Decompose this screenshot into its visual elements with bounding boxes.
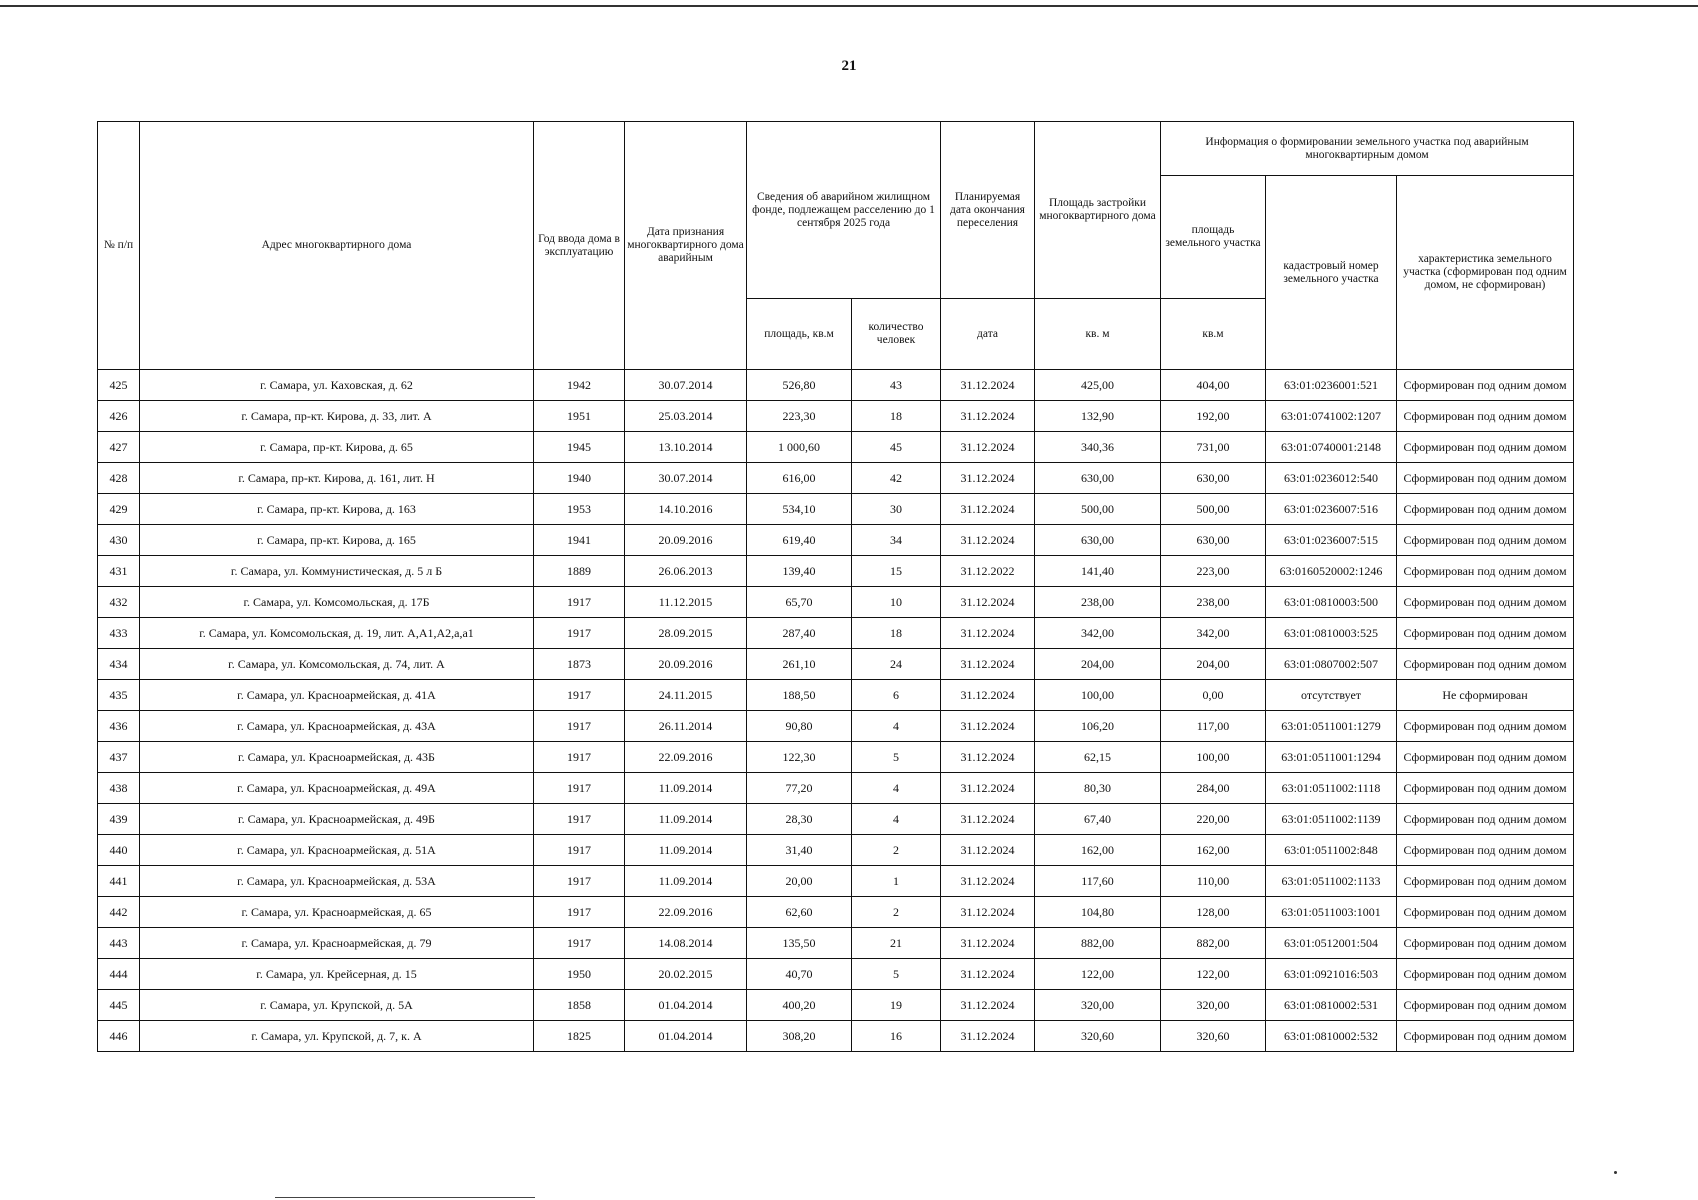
recognition-date-cell: 30.07.2014 — [625, 463, 747, 494]
people-count-cell: 10 — [852, 587, 941, 618]
land-status-cell: Сформирован под одним домом — [1397, 587, 1574, 618]
land-area-cell: 882,00 — [1161, 928, 1266, 959]
people-count-cell: 34 — [852, 525, 941, 556]
cadastral-number-cell: 63:01:0810003:525 — [1266, 618, 1397, 649]
year-cell: 1940 — [534, 463, 625, 494]
row-number-cell: 430 — [98, 525, 140, 556]
recognition-date-cell: 24.11.2015 — [625, 680, 747, 711]
header-land-area-unit: кв.м — [1161, 299, 1266, 370]
fund-area-cell: 122,30 — [747, 742, 852, 773]
cadastral-number-cell: 63:01:0807002:507 — [1266, 649, 1397, 680]
row-number-cell: 431 — [98, 556, 140, 587]
build-area-cell: 340,36 — [1035, 432, 1161, 463]
planned-date-cell: 31.12.2024 — [941, 370, 1035, 401]
build-area-cell: 342,00 — [1035, 618, 1161, 649]
table-row — [98, 401, 1574, 432]
people-count-cell: 6 — [852, 680, 941, 711]
cadastral-number-cell: 63:01:0810002:532 — [1266, 1021, 1397, 1052]
fund-area-cell: 308,20 — [747, 1021, 852, 1052]
year-cell: 1873 — [534, 649, 625, 680]
address-cell: г. Самара, ул. Крейсерная, д. 15 — [140, 959, 534, 990]
land-status-cell: Сформирован под одним домом — [1397, 649, 1574, 680]
build-area-cell: 630,00 — [1035, 463, 1161, 494]
row-number-cell: 433 — [98, 618, 140, 649]
header-cadastral: кадастровый номер земельного участка — [1266, 176, 1397, 370]
planned-date-cell: 31.12.2024 — [941, 928, 1035, 959]
table-row — [98, 804, 1574, 835]
land-area-cell: 630,00 — [1161, 525, 1266, 556]
land-status-cell: Сформирован под одним домом — [1397, 928, 1574, 959]
cadastral-number-cell: 63:01:0511003:1001 — [1266, 897, 1397, 928]
scan-border-line — [0, 5, 1698, 7]
row-number-cell: 432 — [98, 587, 140, 618]
planned-date-cell: 31.12.2024 — [941, 959, 1035, 990]
header-planned-date: Планируемая дата окончания переселения — [941, 122, 1035, 299]
cadastral-number-cell: 63:01:0511001:1279 — [1266, 711, 1397, 742]
build-area-cell: 204,00 — [1035, 649, 1161, 680]
recognition-date-cell: 14.10.2016 — [625, 494, 747, 525]
people-count-cell: 16 — [852, 1021, 941, 1052]
build-area-cell: 141,40 — [1035, 556, 1161, 587]
cadastral-number-cell: 63:01:0511002:1139 — [1266, 804, 1397, 835]
table-row — [98, 370, 1574, 401]
planned-date-cell: 31.12.2024 — [941, 680, 1035, 711]
land-status-cell: Сформирован под одним домом — [1397, 959, 1574, 990]
address-cell: г. Самара, ул. Красноармейская, д. 53А — [140, 866, 534, 897]
planned-date-cell: 31.12.2024 — [941, 773, 1035, 804]
build-area-cell: 106,20 — [1035, 711, 1161, 742]
cadastral-number-cell: 63:01:0810002:531 — [1266, 990, 1397, 1021]
people-count-cell: 2 — [852, 835, 941, 866]
recognition-date-cell: 01.04.2014 — [625, 990, 747, 1021]
land-area-cell: 238,00 — [1161, 587, 1266, 618]
fund-area-cell: 400,20 — [747, 990, 852, 1021]
address-cell: г. Самара, ул. Комсомольская, д. 74, лит. А — [140, 649, 534, 680]
land-area-cell: 0,00 — [1161, 680, 1266, 711]
scan-bottom-line — [275, 1197, 535, 1198]
fund-area-cell: 188,50 — [747, 680, 852, 711]
table-row — [98, 742, 1574, 773]
land-area-cell: 162,00 — [1161, 835, 1266, 866]
build-area-cell: 320,00 — [1035, 990, 1161, 1021]
address-cell: г. Самара, пр-кт. Кирова, д. 161, лит. Н — [140, 463, 534, 494]
row-number-cell: 438 — [98, 773, 140, 804]
land-area-cell: 404,00 — [1161, 370, 1266, 401]
land-status-cell: Сформирован под одним домом — [1397, 835, 1574, 866]
land-status-cell: Сформирован под одним домом — [1397, 804, 1574, 835]
address-cell: г. Самара, пр-кт. Кирова, д. 33, лит. А — [140, 401, 534, 432]
recognition-date-cell: 11.09.2014 — [625, 835, 747, 866]
land-status-cell: Сформирован под одним домом — [1397, 742, 1574, 773]
year-cell: 1951 — [534, 401, 625, 432]
land-area-cell: 342,00 — [1161, 618, 1266, 649]
fund-area-cell: 31,40 — [747, 835, 852, 866]
table-row — [98, 866, 1574, 897]
header-fund-area: площадь, кв.м — [747, 299, 852, 370]
land-status-cell: Сформирован под одним домом — [1397, 556, 1574, 587]
land-status-cell: Сформирован под одним домом — [1397, 370, 1574, 401]
scan-dot — [1614, 1171, 1617, 1174]
land-area-cell: 284,00 — [1161, 773, 1266, 804]
land-status-cell: Сформирован под одним домом — [1397, 432, 1574, 463]
planned-date-cell: 31.12.2024 — [941, 401, 1035, 432]
fund-area-cell: 40,70 — [747, 959, 852, 990]
recognition-date-cell: 11.12.2015 — [625, 587, 747, 618]
address-cell: г. Самара, ул. Красноармейская, д. 41А — [140, 680, 534, 711]
table-row — [98, 680, 1574, 711]
table-row — [98, 618, 1574, 649]
header-num: № п/п — [98, 122, 140, 370]
table-row — [98, 525, 1574, 556]
fund-area-cell: 62,60 — [747, 897, 852, 928]
row-number-cell: 427 — [98, 432, 140, 463]
recognition-date-cell: 20.02.2015 — [625, 959, 747, 990]
planned-date-cell: 31.12.2024 — [941, 587, 1035, 618]
people-count-cell: 18 — [852, 618, 941, 649]
planned-date-cell: 31.12.2024 — [941, 711, 1035, 742]
address-cell: г. Самара, ул. Красноармейская, д. 65 — [140, 897, 534, 928]
planned-date-cell: 31.12.2024 — [941, 432, 1035, 463]
recognition-date-cell: 20.09.2016 — [625, 525, 747, 556]
recognition-date-cell: 11.09.2014 — [625, 866, 747, 897]
planned-date-cell: 31.12.2024 — [941, 525, 1035, 556]
build-area-cell: 162,00 — [1035, 835, 1161, 866]
land-status-cell: Сформирован под одним домом — [1397, 525, 1574, 556]
cadastral-number-cell: 63:01:0511002:1118 — [1266, 773, 1397, 804]
land-status-cell: Сформирован под одним домом — [1397, 866, 1574, 897]
land-status-cell: Сформирован под одним домом — [1397, 494, 1574, 525]
planned-date-cell: 31.12.2024 — [941, 866, 1035, 897]
build-area-cell: 117,60 — [1035, 866, 1161, 897]
header-build-area-unit: кв. м — [1035, 299, 1161, 370]
people-count-cell: 4 — [852, 804, 941, 835]
table-row — [98, 649, 1574, 680]
build-area-cell: 62,15 — [1035, 742, 1161, 773]
planned-date-cell: 31.12.2024 — [941, 463, 1035, 494]
planned-date-cell: 31.12.2024 — [941, 835, 1035, 866]
address-cell: г. Самара, ул. Красноармейская, д. 49А — [140, 773, 534, 804]
people-count-cell: 21 — [852, 928, 941, 959]
planned-date-cell: 31.12.2022 — [941, 556, 1035, 587]
people-count-cell: 2 — [852, 897, 941, 928]
cadastral-number-cell: 63:01:0236012:540 — [1266, 463, 1397, 494]
table-row — [98, 1021, 1574, 1052]
table-row — [98, 897, 1574, 928]
recognition-date-cell: 26.06.2013 — [625, 556, 747, 587]
year-cell: 1917 — [534, 742, 625, 773]
recognition-date-cell: 13.10.2014 — [625, 432, 747, 463]
row-number-cell: 435 — [98, 680, 140, 711]
land-area-cell: 117,00 — [1161, 711, 1266, 742]
land-status-cell: Не сформирован — [1397, 680, 1574, 711]
build-area-cell: 132,90 — [1035, 401, 1161, 432]
land-area-cell: 204,00 — [1161, 649, 1266, 680]
people-count-cell: 30 — [852, 494, 941, 525]
fund-area-cell: 139,40 — [747, 556, 852, 587]
table-row — [98, 587, 1574, 618]
address-cell: г. Самара, ул. Каховская, д. 62 — [140, 370, 534, 401]
header-land-area: площадь земельного участка — [1161, 176, 1266, 299]
header-year: Год ввода дома в эксплуатацию — [534, 122, 625, 370]
header-land-group: Информация о формировании земельного участка под аварийным многоквартирным домом — [1161, 122, 1574, 176]
people-count-cell: 4 — [852, 773, 941, 804]
cadastral-number-cell: 63:01:0512001:504 — [1266, 928, 1397, 959]
land-status-cell: Сформирован под одним домом — [1397, 618, 1574, 649]
recognition-date-cell: 22.09.2016 — [625, 742, 747, 773]
fund-area-cell: 65,70 — [747, 587, 852, 618]
land-area-cell: 128,00 — [1161, 897, 1266, 928]
cadastral-number-cell: 63:01:0511002:848 — [1266, 835, 1397, 866]
cadastral-number-cell: 63:01:0810003:500 — [1266, 587, 1397, 618]
table-row — [98, 556, 1574, 587]
build-area-cell: 500,00 — [1035, 494, 1161, 525]
planned-date-cell: 31.12.2024 — [941, 804, 1035, 835]
planned-date-cell: 31.12.2024 — [941, 990, 1035, 1021]
land-area-cell: 731,00 — [1161, 432, 1266, 463]
cadastral-number-cell: 63:01:0236007:515 — [1266, 525, 1397, 556]
header-fund-people: количество человек — [852, 299, 941, 370]
fund-area-cell: 261,10 — [747, 649, 852, 680]
fund-area-cell: 77,20 — [747, 773, 852, 804]
planned-date-cell: 31.12.2024 — [941, 649, 1035, 680]
row-number-cell: 437 — [98, 742, 140, 773]
fund-area-cell: 534,10 — [747, 494, 852, 525]
recognition-date-cell: 14.08.2014 — [625, 928, 747, 959]
cadastral-number-cell: 63:01:0740001:2148 — [1266, 432, 1397, 463]
build-area-cell: 630,00 — [1035, 525, 1161, 556]
table-row — [98, 990, 1574, 1021]
year-cell: 1889 — [534, 556, 625, 587]
fund-area-cell: 135,50 — [747, 928, 852, 959]
land-status-cell: Сформирован под одним домом — [1397, 401, 1574, 432]
address-cell: г. Самара, ул. Комсомольская, д. 17Б — [140, 587, 534, 618]
row-number-cell: 441 — [98, 866, 140, 897]
people-count-cell: 18 — [852, 401, 941, 432]
build-area-cell: 122,00 — [1035, 959, 1161, 990]
build-area-cell: 104,80 — [1035, 897, 1161, 928]
row-number-cell: 429 — [98, 494, 140, 525]
planned-date-cell: 31.12.2024 — [941, 742, 1035, 773]
table-row — [98, 773, 1574, 804]
row-number-cell: 439 — [98, 804, 140, 835]
table-row — [98, 463, 1574, 494]
people-count-cell: 42 — [852, 463, 941, 494]
planned-date-cell: 31.12.2024 — [941, 618, 1035, 649]
table-row — [98, 711, 1574, 742]
fund-area-cell: 20,00 — [747, 866, 852, 897]
recognition-date-cell: 25.03.2014 — [625, 401, 747, 432]
land-area-cell: 223,00 — [1161, 556, 1266, 587]
land-status-cell: Сформирован под одним домом — [1397, 990, 1574, 1021]
land-area-cell: 630,00 — [1161, 463, 1266, 494]
address-cell: г. Самара, ул. Крупской, д. 5А — [140, 990, 534, 1021]
header-build-area: Площадь застройки многоквартирного дома — [1035, 122, 1161, 299]
year-cell: 1942 — [534, 370, 625, 401]
year-cell: 1945 — [534, 432, 625, 463]
address-cell: г. Самара, ул. Красноармейская, д. 51А — [140, 835, 534, 866]
table-row — [98, 959, 1574, 990]
fund-area-cell: 526,80 — [747, 370, 852, 401]
land-status-cell: Сформирован под одним домом — [1397, 897, 1574, 928]
page-number: 21 — [841, 58, 857, 74]
row-number-cell: 425 — [98, 370, 140, 401]
recognition-date-cell: 28.09.2015 — [625, 618, 747, 649]
row-number-cell: 436 — [98, 711, 140, 742]
address-cell: г. Самара, ул. Красноармейская, д. 43А — [140, 711, 534, 742]
people-count-cell: 24 — [852, 649, 941, 680]
header-address: Адрес многоквартирного дома — [140, 122, 534, 370]
land-status-cell: Сформирован под одним домом — [1397, 773, 1574, 804]
build-area-cell: 882,00 — [1035, 928, 1161, 959]
recognition-date-cell: 22.09.2016 — [625, 897, 747, 928]
year-cell: 1917 — [534, 618, 625, 649]
people-count-cell: 19 — [852, 990, 941, 1021]
build-area-cell: 238,00 — [1035, 587, 1161, 618]
planned-date-cell: 31.12.2024 — [941, 897, 1035, 928]
table-row — [98, 835, 1574, 866]
recognition-date-cell: 11.09.2014 — [625, 804, 747, 835]
land-area-cell: 320,60 — [1161, 1021, 1266, 1052]
row-number-cell: 442 — [98, 897, 140, 928]
address-cell: г. Самара, ул. Красноармейская, д. 43Б — [140, 742, 534, 773]
table-row — [98, 928, 1574, 959]
build-area-cell: 320,60 — [1035, 1021, 1161, 1052]
year-cell: 1917 — [534, 587, 625, 618]
land-area-cell: 110,00 — [1161, 866, 1266, 897]
year-cell: 1941 — [534, 525, 625, 556]
cadastral-number-cell: 63:01:0921016:503 — [1266, 959, 1397, 990]
address-cell: г. Самара, пр-кт. Кирова, д. 163 — [140, 494, 534, 525]
people-count-cell: 15 — [852, 556, 941, 587]
build-area-cell: 100,00 — [1035, 680, 1161, 711]
address-cell: г. Самара, ул. Красноармейская, д. 49Б — [140, 804, 534, 835]
fund-area-cell: 1 000,60 — [747, 432, 852, 463]
cadastral-number-cell: 63:01:0511001:1294 — [1266, 742, 1397, 773]
year-cell: 1917 — [534, 835, 625, 866]
row-number-cell: 446 — [98, 1021, 140, 1052]
recognition-date-cell: 11.09.2014 — [625, 773, 747, 804]
build-area-cell: 80,30 — [1035, 773, 1161, 804]
year-cell: 1953 — [534, 494, 625, 525]
cadastral-number-cell: 63:01:0236001:521 — [1266, 370, 1397, 401]
recognition-date-cell: 20.09.2016 — [625, 649, 747, 680]
cadastral-number-cell: 63:01:0741002:1207 — [1266, 401, 1397, 432]
header-fund-group: Сведения об аварийном жилищном фонде, подлежащем расселению до 1 сентября 2025 года — [747, 122, 941, 299]
land-status-cell: Сформирован под одним домом — [1397, 463, 1574, 494]
fund-area-cell: 90,80 — [747, 711, 852, 742]
year-cell: 1917 — [534, 773, 625, 804]
build-area-cell: 425,00 — [1035, 370, 1161, 401]
year-cell: 1917 — [534, 928, 625, 959]
land-area-cell: 220,00 — [1161, 804, 1266, 835]
header-land-characteristic: характеристика земельного участка (сформирован под одним домом, не сформирован) — [1397, 176, 1574, 370]
land-area-cell: 192,00 — [1161, 401, 1266, 432]
recognition-date-cell: 30.07.2014 — [625, 370, 747, 401]
recognition-date-cell: 01.04.2014 — [625, 1021, 747, 1052]
land-area-cell: 100,00 — [1161, 742, 1266, 773]
cadastral-number-cell: отсутствует — [1266, 680, 1397, 711]
row-number-cell: 444 — [98, 959, 140, 990]
table-row — [98, 432, 1574, 463]
fund-area-cell: 616,00 — [747, 463, 852, 494]
year-cell: 1917 — [534, 866, 625, 897]
people-count-cell: 5 — [852, 959, 941, 990]
emergency-housing-table — [97, 121, 1574, 1052]
planned-date-cell: 31.12.2024 — [941, 1021, 1035, 1052]
header-date-recognized: Дата признания многоквартирного дома аварийным — [625, 122, 747, 370]
row-number-cell: 440 — [98, 835, 140, 866]
fund-area-cell: 287,40 — [747, 618, 852, 649]
year-cell: 1917 — [534, 711, 625, 742]
land-area-cell: 500,00 — [1161, 494, 1266, 525]
year-cell: 1917 — [534, 680, 625, 711]
row-number-cell: 426 — [98, 401, 140, 432]
build-area-cell: 67,40 — [1035, 804, 1161, 835]
year-cell: 1858 — [534, 990, 625, 1021]
people-count-cell: 4 — [852, 711, 941, 742]
land-area-cell: 320,00 — [1161, 990, 1266, 1021]
year-cell: 1825 — [534, 1021, 625, 1052]
address-cell: г. Самара, ул. Коммунистическая, д. 5 л Б — [140, 556, 534, 587]
address-cell: г. Самара, пр-кт. Кирова, д. 65 — [140, 432, 534, 463]
row-number-cell: 443 — [98, 928, 140, 959]
address-cell: г. Самара, ул. Комсомольская, д. 19, лит. А,А1,А2,а,а1 — [140, 618, 534, 649]
recognition-date-cell: 26.11.2014 — [625, 711, 747, 742]
planned-date-cell: 31.12.2024 — [941, 494, 1035, 525]
row-number-cell: 434 — [98, 649, 140, 680]
address-cell: г. Самара, пр-кт. Кирова, д. 165 — [140, 525, 534, 556]
year-cell: 1950 — [534, 959, 625, 990]
people-count-cell: 45 — [852, 432, 941, 463]
cadastral-number-cell: 63:01:0236007:516 — [1266, 494, 1397, 525]
address-cell: г. Самара, ул. Крупской, д. 7, к. А — [140, 1021, 534, 1052]
address-cell: г. Самара, ул. Красноармейская, д. 79 — [140, 928, 534, 959]
row-number-cell: 445 — [98, 990, 140, 1021]
land-area-cell: 122,00 — [1161, 959, 1266, 990]
table-body — [98, 370, 1574, 1052]
fund-area-cell: 28,30 — [747, 804, 852, 835]
land-status-cell: Сформирован под одним домом — [1397, 1021, 1574, 1052]
cadastral-number-cell: 63:0160520002:1246 — [1266, 556, 1397, 587]
year-cell: 1917 — [534, 804, 625, 835]
year-cell: 1917 — [534, 897, 625, 928]
cadastral-number-cell: 63:01:0511002:1133 — [1266, 866, 1397, 897]
people-count-cell: 1 — [852, 866, 941, 897]
land-status-cell: Сформирован под одним домом — [1397, 711, 1574, 742]
row-number-cell: 428 — [98, 463, 140, 494]
fund-area-cell: 223,30 — [747, 401, 852, 432]
table-row — [98, 494, 1574, 525]
people-count-cell: 5 — [852, 742, 941, 773]
people-count-cell: 43 — [852, 370, 941, 401]
header-planned-unit: дата — [941, 299, 1035, 370]
fund-area-cell: 619,40 — [747, 525, 852, 556]
